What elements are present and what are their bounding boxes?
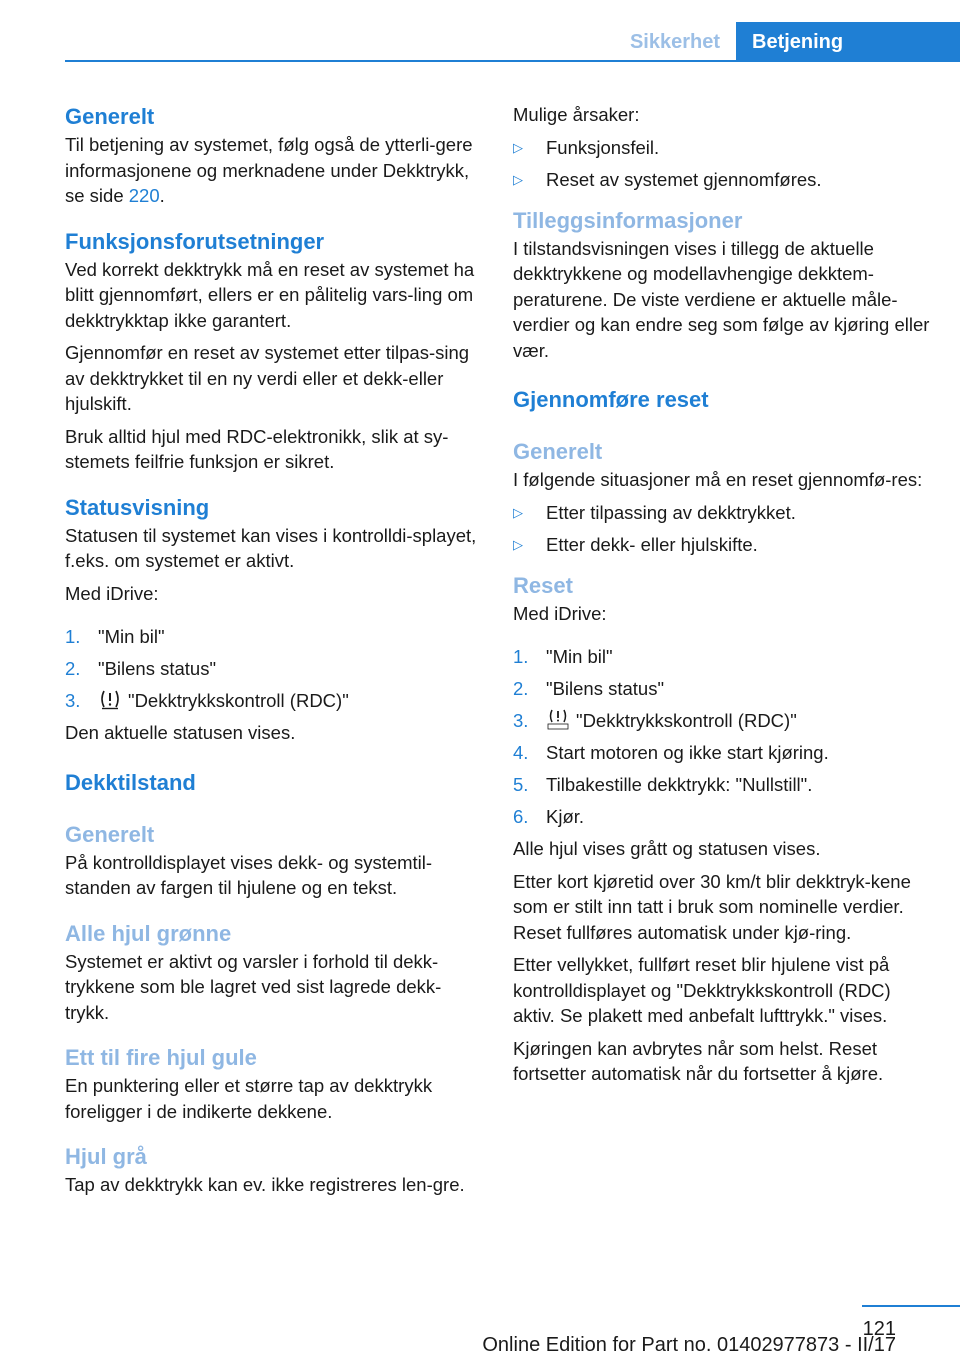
status-after: Den aktuelle statusen vises. [65,722,296,743]
tillegg-text: I tilstandsvisningen vises i tillegg de aktuelle dekktrykkene og modellavhengige dekktem-peraturene. De viste verdiene er aktuelle måle-verdier og kan endre seg som følge av kjøring eller vær. [513,237,930,361]
subheading-reset: Reset [513,572,573,598]
footer-rule [862,1305,960,1307]
tire-warning-icon [98,688,122,710]
left-column [65,102,483,1198]
gra-text: Tap av dekktrykk kan ev. ikke registreres len-gre. [65,1174,465,1195]
list-item: 5. Tilbakestille dekktrykk: "Nullstill". [513,774,813,795]
triangle-bullet-icon: ▷ [513,504,523,520]
dekk-generelt-text: På kontrolldisplayet vises dekk- og systemtil-standen av fargen til hjulene og en tekst. [65,851,433,898]
heading-generelt: Generelt [65,104,155,129]
right-column [513,102,933,1087]
heading-funksjonsforutsetninger: Funksjonsforutsetninger [65,228,325,254]
page-link-220[interactable]: 220 [128,185,160,206]
subheading-generelt: Generelt [65,821,155,847]
reset-steps [513,644,933,830]
tab-sikkerhet[interactable]: Sikkerhet [629,31,720,53]
list-item: 4. Start motoren og ikke start kjøring. [513,742,829,763]
triangle-bullet-icon: ▷ [513,171,523,187]
status-steps [65,624,483,714]
arsaker-intro: Mulige årsaker: [513,104,640,125]
gule-text: En punktering eller et større tap av dekktrykk foreligger i de indikerte dekkene. [65,1075,433,1122]
funksjon-p2: Gjennomfør en reset av systemet etter tilpas-sing av dekktrykket til en ny verdi eller et dekk-eller hjulskift. [65,342,470,414]
subheading-tilleggsinformasjoner: Tilleggsinformasjoner [513,207,743,233]
generelt-text: Til betjening av systemet, følg også de ytterli-gere informasjonene og merknadene under Dekktrykk, se side 220. [65,134,473,206]
list-item: 6. Kjør. [513,806,585,827]
triangle-bullet-icon: ▷ [513,536,523,552]
list-item: 2. "Bilens status" [65,658,217,679]
subheading-alle-hjul-gronne: Alle hjul grønne [65,920,232,946]
funksjon-p3: Bruk alltid hjul med RDC-elektronikk, slik at sy-stemets feilfrie funksjon er sikret. [65,425,449,472]
list-item: ▷ Reset av systemet gjennomføres. [513,167,933,193]
list-item: 2. "Bilens status" [513,678,665,699]
status-p2: Med iDrive: [65,582,159,604]
gronne-text: Systemet er aktivt og varsler i forhold til dekk-trykkene som ble lagret ved sist lagrede dekk-trykk. [65,950,442,1023]
list-item: 1. "Min bil" [65,626,165,647]
funksjon-p1: Ved korrekt dekktrykk må en reset av systemet ha blitt gjennomført, ellers er en pålitelig vars-ling om dekktrykktap ikke garantert. [65,258,475,331]
list-item: ▷ Funksjonsfeil. [513,135,933,161]
tire-reset-icon [546,708,570,730]
list-item: ▷ Etter dekk- eller hjulskifte. [513,532,933,558]
list-item: 3. "Dekktrykkskontroll (RDC)" [65,690,349,711]
reset-p1: Alle hjul vises grått og statusen vises. [513,838,821,859]
heading-statusvisning: Statusvisning [65,494,210,520]
reset-generelt-text: I følgende situasjoner må en reset gjennomfø-res: [513,469,923,490]
triangle-bullet-icon: ▷ [513,139,523,155]
heading-gjennomfore-reset: Gjennomføre reset [513,387,709,412]
edition-footer: Online Edition for Part no. 01402977873 - II/17 [482,1334,896,1356]
subheading-ett-til-fire-hjul-gule: Ett til fire hjul gule [65,1045,257,1070]
reset-p3: Etter vellykket, fullført reset blir hjulene vist på kontrolldisplayet og "Dekktrykkskontroll (RDC) aktiv. Se plakett med anbefalt lufttrykk." vises. [513,954,891,1026]
tab-betjening[interactable]: Betjening [736,22,960,62]
reset-p2: Etter kort kjøretid over 30 km/t blir dekktryk-kene som er stilt inn tatt i bruk som nominelle verdier. Reset fullføres automatisk under kjø-ring. [513,870,911,943]
reset-situations-list [513,500,933,558]
arsaker-list [513,135,933,193]
reset-p4: Kjøringen kan avbrytes når som helst. Reset fortsetter automatisk når du fortsetter å kjøre. [513,1037,884,1084]
list-item: 1. "Min bil" [513,646,613,667]
reset-intro: Med iDrive: [513,602,607,624]
page-number: 121 [862,1318,896,1340]
heading-dekktilstand: Dekktilstand [65,769,196,795]
status-p1: Statusen til systemet kan vises i kontrolldi-splayet, f.eks. om systemet er aktivt. [65,524,477,571]
list-item: 3. "Dekktrykkskontroll (RDC)" [513,710,797,731]
subheading-hjul-gra: Hjul grå [65,1144,147,1169]
list-item: ▷ Etter tilpassing av dekktrykket. [513,500,933,526]
subheading-generelt-reset: Generelt [513,439,603,464]
